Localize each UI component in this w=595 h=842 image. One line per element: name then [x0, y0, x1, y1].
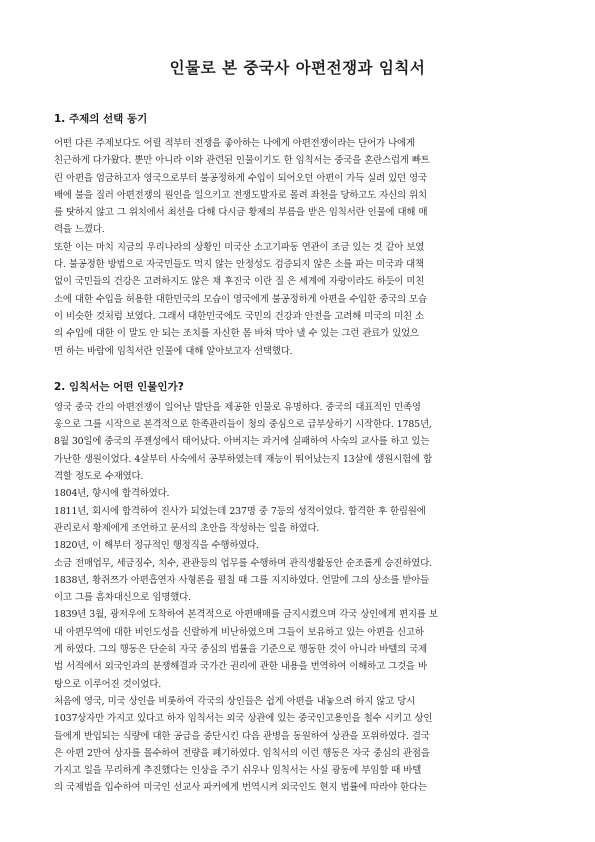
text-line: 1839년 3월, 광저우에 도착하여 본격적으로 아편매매를 금지시켰으며 각국 상인에게 편지를 보 [54, 609, 438, 621]
text-line: 8월 30일에 중국의 푸젠성에서 태어났다. 아버지는 과거에 실패하여 사숙의 교사를 하고 있는 [54, 436, 430, 448]
section-body-profile [54, 399, 541, 797]
text-line: 내 아편무역에 대한 비인도성을 신랄하게 비난하였으며 그들이 보유하고 있는 아편을 신고하 [54, 626, 424, 638]
text-line: 게 하였다. 그의 행동은 단순히 자국 중심의 법률을 기준으로 행동한 것이 아니라 바텔의 국제 [54, 644, 428, 656]
paragraph [54, 693, 541, 797]
text-line: 1804년, 향시에 합격하였다. [54, 488, 170, 500]
section-heading-profile: 2. 임칙서는 어떤 인물인가? [54, 380, 184, 393]
paragraph [54, 485, 541, 502]
text-line: 다. 불공정한 방법으로 자국민들도 먹지 않는 안정성도 검증되지 않은 소를 파는 미국과 대책 [54, 259, 424, 271]
paragraph [54, 399, 541, 485]
paragraph [54, 606, 541, 692]
text-line: 배에 불을 질러 아편전쟁의 원인을 일으키고 전쟁도발자로 몰려 좌천을 당하고도 자신의 위치 [54, 189, 427, 201]
text-line: 웅으로 그를 시작으로 본격적으로 한족관리들이 청의 중심으로 급부상하기 시작한다. 1785년, [54, 419, 432, 431]
text-line: 가지고 일을 무리하게 추진했다는 인상을 주기 쉬우나 임칙서는 사실 광동에 부임할 때 바텔 [54, 765, 422, 777]
text-line: 의 수입에 대한 이 말도 안 되는 조치를 자신한 몸 바쳐 막아 낼 수 있는 그런 관료가 있었으 [54, 328, 419, 340]
text-line: 탕으로 이루어진 것이었다. [54, 678, 162, 690]
text-line: 법 서적에서 외국인과의 분쟁해결과 국가간 권리에 관한 내용을 번역하여 이해하고 그것을 바 [54, 661, 427, 673]
text-line: 소에 대한 수입을 허용한 대한민국의 모습이 영국에게 불공정하게 아편을 수입한 중국의 모습 [54, 293, 427, 305]
paragraph [54, 503, 541, 538]
text-line: 영국 중국 간의 아편전쟁이 일어난 발단을 제공한 인물로 유명하다. 중국의 대표적인 민족영 [54, 401, 421, 413]
text-line: 관리로서 황제에게 조언하고 문서의 초안을 작성하는 일을 하였다. [54, 522, 320, 534]
text-line: 들에게 반입되는 식량에 대한 공급을 중단시킨 다음 관병을 동원하여 상관을 포위하였다. 결국 [54, 730, 430, 742]
section-body-motivation [54, 135, 541, 360]
text-line: 격할 정도로 수재였다. [54, 471, 144, 483]
text-line: 없이 국민들의 건강은 고려하지도 않은 채 후진국 이란 질 은 세계에 자랑이라도 하듯이 미친 [54, 276, 425, 288]
text-line: 은 아편 2만여 상자를 몰수하여 전량을 폐기하였다. 임칙서의 이런 행동은 자국 중심의 관점을 [54, 747, 430, 759]
text-line: 1037상자만 가지고 있다고 하자 임칙서는 외국 상관에 있는 중국인고용인을 철수 시키고 상인 [54, 713, 433, 725]
paragraph [54, 572, 541, 607]
text-line: 가난한 생원이었다. 4살부터 사숙에서 공부하였는데 재능이 뛰어났는지 13살에 생원시험에 합 [54, 453, 432, 465]
text-line: 1811년, 회시에 합격하여 진사가 되었는데 237명 중 7등의 성적이었다. 합격한 후 한림원에 [54, 505, 426, 517]
text-line: 린 아편을 엄금하고자 영국으로부터 불공정하게 수입이 되어오던 아편이 가득 실려 있던 영국 [54, 172, 427, 184]
text-line: 를 탓하지 않고 그 위치에서 최선을 다해 다시금 황제의 부름을 받은 임칙서란 인물에 대해 매 [54, 207, 428, 219]
text-line: 력을 느꼈다. [54, 224, 105, 236]
text-line: 1838년, 황쥐쯔가 아편흡연자 사형론을 펼칠 때 그를 지지하였다. 언말에 그의 상소를 받아들 [54, 574, 430, 586]
text-line: 1820년, 이 해부터 정규적인 행정직을 수행하였다. [54, 540, 259, 552]
paragraph [54, 555, 541, 572]
text-line: 친근하게 다가왔다. 뿐만 아니라 이와 관련된 인물이기도 한 임칙서는 중국을 혼란스럽게 빠트 [54, 155, 430, 167]
paragraph [54, 239, 541, 360]
text-line: 이고 그를 흠차대신으로 임명했다. [54, 592, 191, 604]
text-line: 소금 전매업무, 세금징수, 치수, 관관등의 업무를 수행하며 관직생활동안 순조롭게 승진하였다. [54, 557, 432, 569]
text-line: 어떤 다른 주제보다도 어릴 적부터 전쟁을 좋아하는 나에게 아편전쟁이라는 단어가 나에게 [54, 138, 415, 149]
section-heading-motivation: 1. 주제의 선택 동기 [54, 113, 148, 125]
text-line: 처음에 영국, 미국 상인을 비롯하여 각국의 상인들은 쉽게 아편을 내놓으려 하지 않고 당시 [54, 695, 416, 707]
document-title: 인물로 본 중국사 아편전쟁과 임칙서 [169, 59, 426, 77]
text-line: 면 하는 바람에 임칙서란 인물에 대해 알아보고자 선택했다. [54, 345, 293, 357]
paragraph [54, 537, 541, 554]
text-line: 이 비슷한 것처럼 보였다. 그래서 대한민국에도 국민의 건강과 안전을 고려해 미국의 미친 소 [54, 310, 424, 322]
paragraph [54, 135, 541, 239]
text-line: 또한 이는 마치 지금의 우리나라의 상황인 미국산 소고기파동 연관이 조금 있는 것 같아 보였 [54, 241, 425, 253]
text-line: 의 국제법을 입수하여 미국인 선교사 파커에게 번역시켜 외국인도 현지 법률에 따라야 한다는 [54, 782, 427, 794]
